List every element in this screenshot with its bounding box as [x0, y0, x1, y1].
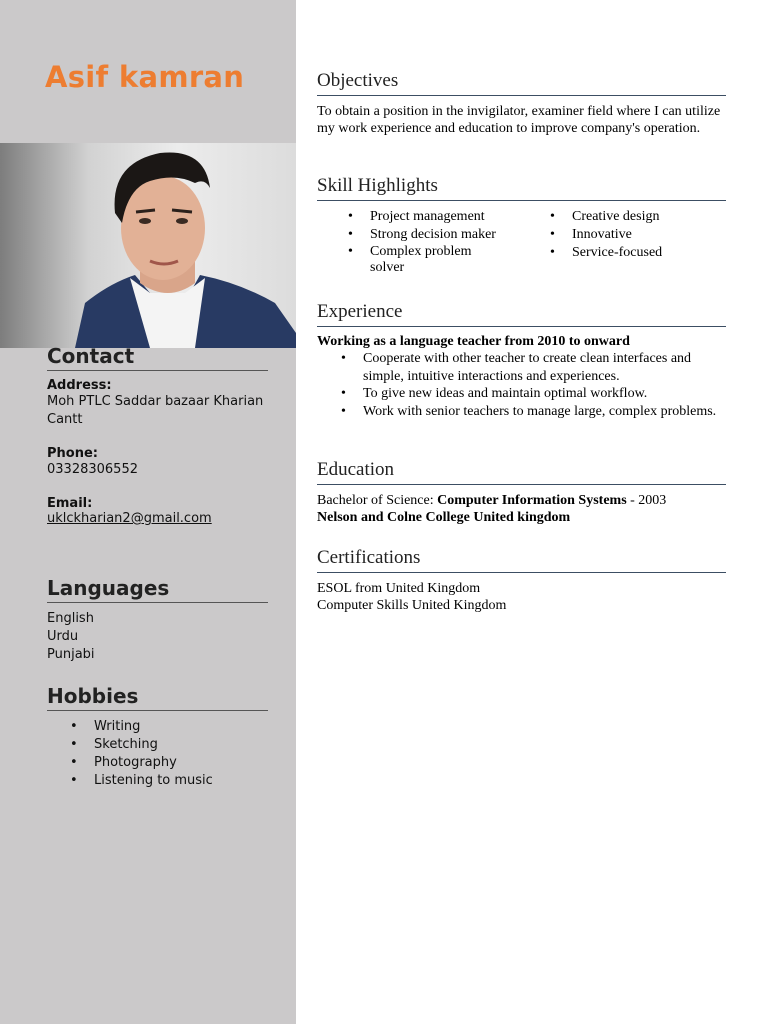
certifications-section — [317, 547, 726, 614]
hobbies-list — [47, 718, 268, 790]
language-item: Punjabi — [47, 647, 95, 662]
skills-section — [317, 175, 726, 276]
objectives-text: To obtain a position in the invigilator, examiner field where I can utilize my work experience and education to improve company's operation. — [317, 104, 721, 136]
languages-list — [47, 610, 268, 664]
skill-item: • Innovative — [519, 226, 662, 244]
skills-column-1 — [317, 208, 519, 276]
experience-title-text: Working as a language teacher from 2010 to onward — [317, 334, 630, 349]
phone-value: 03328306552 — [47, 462, 138, 477]
skills-columns — [317, 208, 726, 276]
skill-item: • Complex problem solver — [317, 244, 480, 276]
address-label: Address: — [47, 378, 112, 393]
hobby-item: • Sketching — [47, 736, 268, 754]
experience-title — [317, 333, 726, 350]
education-heading: Education — [317, 459, 726, 485]
experience-item: • Work with senior teachers to manage large, complex problems. — [317, 403, 726, 421]
email-label: Email: — [47, 496, 93, 511]
hobbies-section — [47, 684, 268, 790]
experience-section — [317, 301, 726, 420]
school-name: Nelson and Colne College United kingdom — [317, 510, 571, 525]
experience-item: • Cooperate with other teacher to create clean interfaces and simple, intuitive interactions and experiences. — [317, 350, 726, 385]
skills-column-2 — [519, 208, 662, 276]
languages-heading: Languages — [47, 576, 268, 603]
hobbies-heading: Hobbies — [47, 684, 268, 711]
portrait-illustration — [0, 143, 296, 348]
hobby-item: • Writing — [47, 718, 268, 736]
certifications-heading: Certifications — [317, 547, 726, 573]
experience-list — [317, 350, 726, 420]
skill-item: • Service-focused — [519, 244, 662, 262]
profile-photo — [0, 143, 296, 348]
contact-heading: Contact — [47, 344, 268, 371]
hobby-item: • Listening to music — [47, 772, 268, 790]
languages-section — [47, 576, 268, 664]
education-degree — [317, 492, 726, 509]
experience-heading: Experience — [317, 301, 726, 327]
phone-label: Phone: — [47, 446, 98, 461]
candidate-name: Asif kamran — [45, 60, 245, 94]
address-value: Moh PTLC Saddar bazaar Kharian Cantt — [47, 394, 264, 427]
certification-item: ESOL from United Kingdom — [317, 581, 481, 596]
education-school — [317, 509, 726, 526]
objectives-section — [317, 70, 726, 137]
objectives-heading: Objectives — [317, 70, 726, 96]
contact-section — [47, 344, 268, 526]
degree-year: - 2003 — [626, 493, 667, 508]
language-item: Urdu — [47, 629, 79, 644]
skills-heading: Skill Highlights — [317, 175, 726, 201]
skill-item: • Project management — [317, 208, 519, 226]
skill-item: • Strong decision maker — [317, 226, 519, 244]
email-link[interactable]: uklckharian2@gmail.com — [47, 511, 212, 526]
degree-prefix: Bachelor of Science: — [317, 493, 438, 508]
education-section — [317, 459, 726, 526]
hobby-item: • Photography — [47, 754, 268, 772]
skill-item: • Creative design — [519, 208, 662, 226]
certification-item: Computer Skills United Kingdom — [317, 598, 507, 613]
degree-field: Computer Information Systems — [437, 493, 627, 508]
experience-item: • To give new ideas and maintain optimal workflow. — [317, 385, 726, 403]
language-item: English — [47, 611, 94, 626]
